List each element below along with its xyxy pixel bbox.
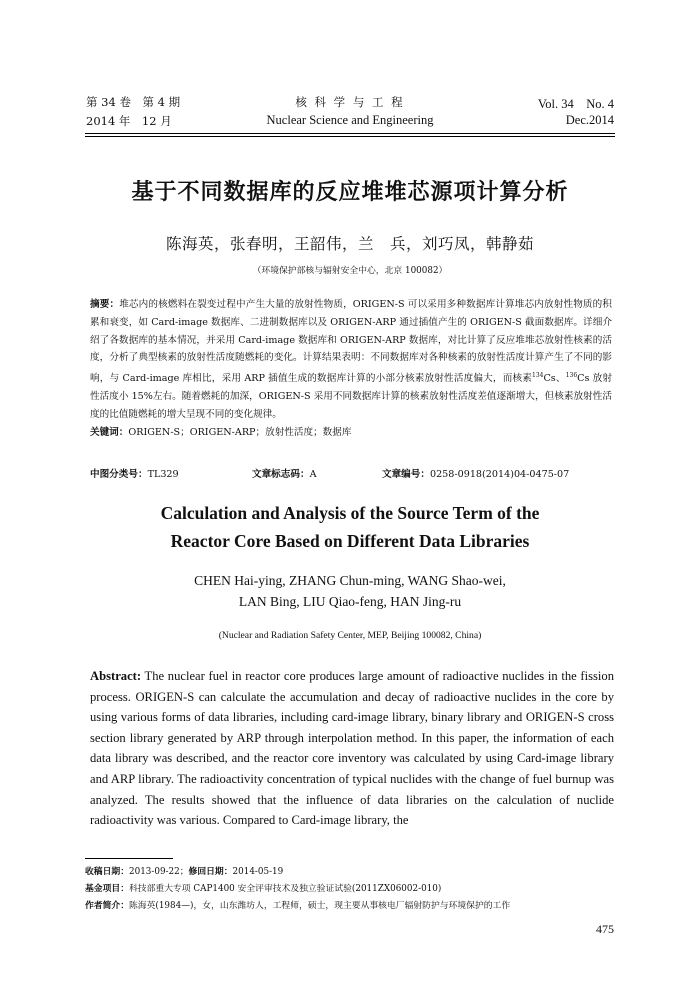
abstract-cn-text: 堆芯内的核燃料在裂变过程中产生大量的放射性物质，ORIGEN-S 可以采用多种数据库计算堆芯内放射性物质的积累和衰变，如 Card-image 数据库、二进制数据库以及 ORIGEN-ARP 通过插值产生的 ORIGEN-S 截面数据库。详细介绍了各数据库的基本情况，并采用 Card-image 数据库和 ORIGEN-ARP 数据库，对比计算了反应堆堆芯放射性核素的活度，分析了典型核素的放射性活度随燃耗的变化。计算结果表明：不同数据库对各种核素的放射性活度计算产生了不同的影响，与 Card-image 库相比，采用 ARP 插值生成的数据库计算的小部分核素放射性活度偏大，而核素	[90, 299, 612, 385]
abstract-cn-text-end: Cs 放射性活度小 15%左右。随着燃耗的加深，ORIGEN-S 采用不同数据库计算的核素放射性活度差值逐渐增大，但核素放射性活度的比值随燃耗的增大呈现不同的变化规律。	[90, 373, 612, 420]
cs134-symbol: Cs、	[543, 373, 566, 385]
paper-title-en-line2: Reactor Core Based on Different Data Libraries	[170, 531, 530, 551]
abstract-en-label: Abstract:	[90, 669, 142, 683]
paper-title-en	[0, 499, 700, 555]
affiliation-cn: （环境保护部核与辐射安全中心，北京 100082）	[252, 266, 448, 276]
journal-volume-issue: 第 34 卷 第 4 期	[86, 95, 181, 109]
page-number: 475	[596, 922, 614, 936]
cs134-mass: 134	[532, 372, 544, 380]
abstract-cn-label: 摘要：	[90, 299, 120, 310]
header-rule-bottom	[85, 136, 615, 137]
abstract-en-text: The nuclear fuel in reactor core produces large amount of radioactive nuclides in the fission process. ORIGEN-S can calculate the accumulation and decay of radioactive nuclides in the core by using various forms of data libraries, including card-image library, binary library and ORIGEN-S cross section library generated by ARP through interpolation method. In this paper, the information of each data library was described, and the reactor core inventory was calculated by using Card-image library and ARP library. The radioactivity concentration of typical nuclides with the change of fuel burnup was analyzed. The results showed that the influence of data libraries on the calculation of nuclide radioactivity was various. Compared to Card-image library, the	[90, 669, 614, 828]
affiliation-en: (Nuclear and Radiation Safety Center, MEP, Beijing 100082, China)	[218, 630, 482, 641]
authors-en-line1: CHEN Hai-ying, ZHANG Chun-ming, WANG Shao-wei,	[194, 573, 506, 588]
abstract-en	[90, 666, 614, 831]
footnote-dates: 收稿日期：2013-09-22；修回日期：2014-05-19	[85, 867, 284, 877]
header-rule-top	[85, 133, 615, 134]
journal-vol-en: Vol. 34 No. 4	[537, 97, 614, 111]
abstract-cn	[90, 296, 612, 442]
clc-number: 中图分类号：TL329	[90, 469, 179, 480]
authors-en	[0, 570, 700, 612]
footnote-fund: 基金项目：科技部重大专项 CAP1400 安全评审技术及独立验证试验(2011ZX06002-010)	[85, 884, 442, 894]
keywords-cn-label: 关键词：	[90, 426, 129, 438]
document-code: 文章标志码：A	[252, 469, 317, 480]
journal-name-cn: 核 科 学 与 工 程	[295, 95, 405, 109]
journal-date: 2014 年 12 月	[86, 114, 172, 128]
keywords-cn: ORIGEN-S；ORIGEN-ARP；放射性活度；数据库	[128, 426, 352, 438]
article-number: 文章编号：0258-0918(2014)04-0475-07	[382, 469, 570, 480]
authors-cn: 陈海英，张春明，王韶伟，兰 兵，刘巧凤，韩静茹	[165, 235, 534, 253]
footnote-author-bio: 作者简介：陈海英(1984—)，女，山东潍坊人，工程师，硕士，现主要从事核电厂辐射防护与环境保护的工作	[85, 901, 511, 911]
cs136-mass: 136	[565, 372, 578, 380]
paper-title-cn: 基于不同数据库的反应堆堆芯源项计算分析	[131, 180, 569, 205]
journal-date-en: Dec.2014	[565, 113, 614, 127]
footnote-rule	[85, 858, 173, 859]
paper-title-en-line1: Calculation and Analysis of the Source Term of the	[160, 503, 540, 523]
journal-name-en: Nuclear Science and Engineering	[266, 113, 434, 127]
authors-en-line2: LAN Bing, LIU Qiao-feng, HAN Jing-ru	[238, 594, 462, 609]
